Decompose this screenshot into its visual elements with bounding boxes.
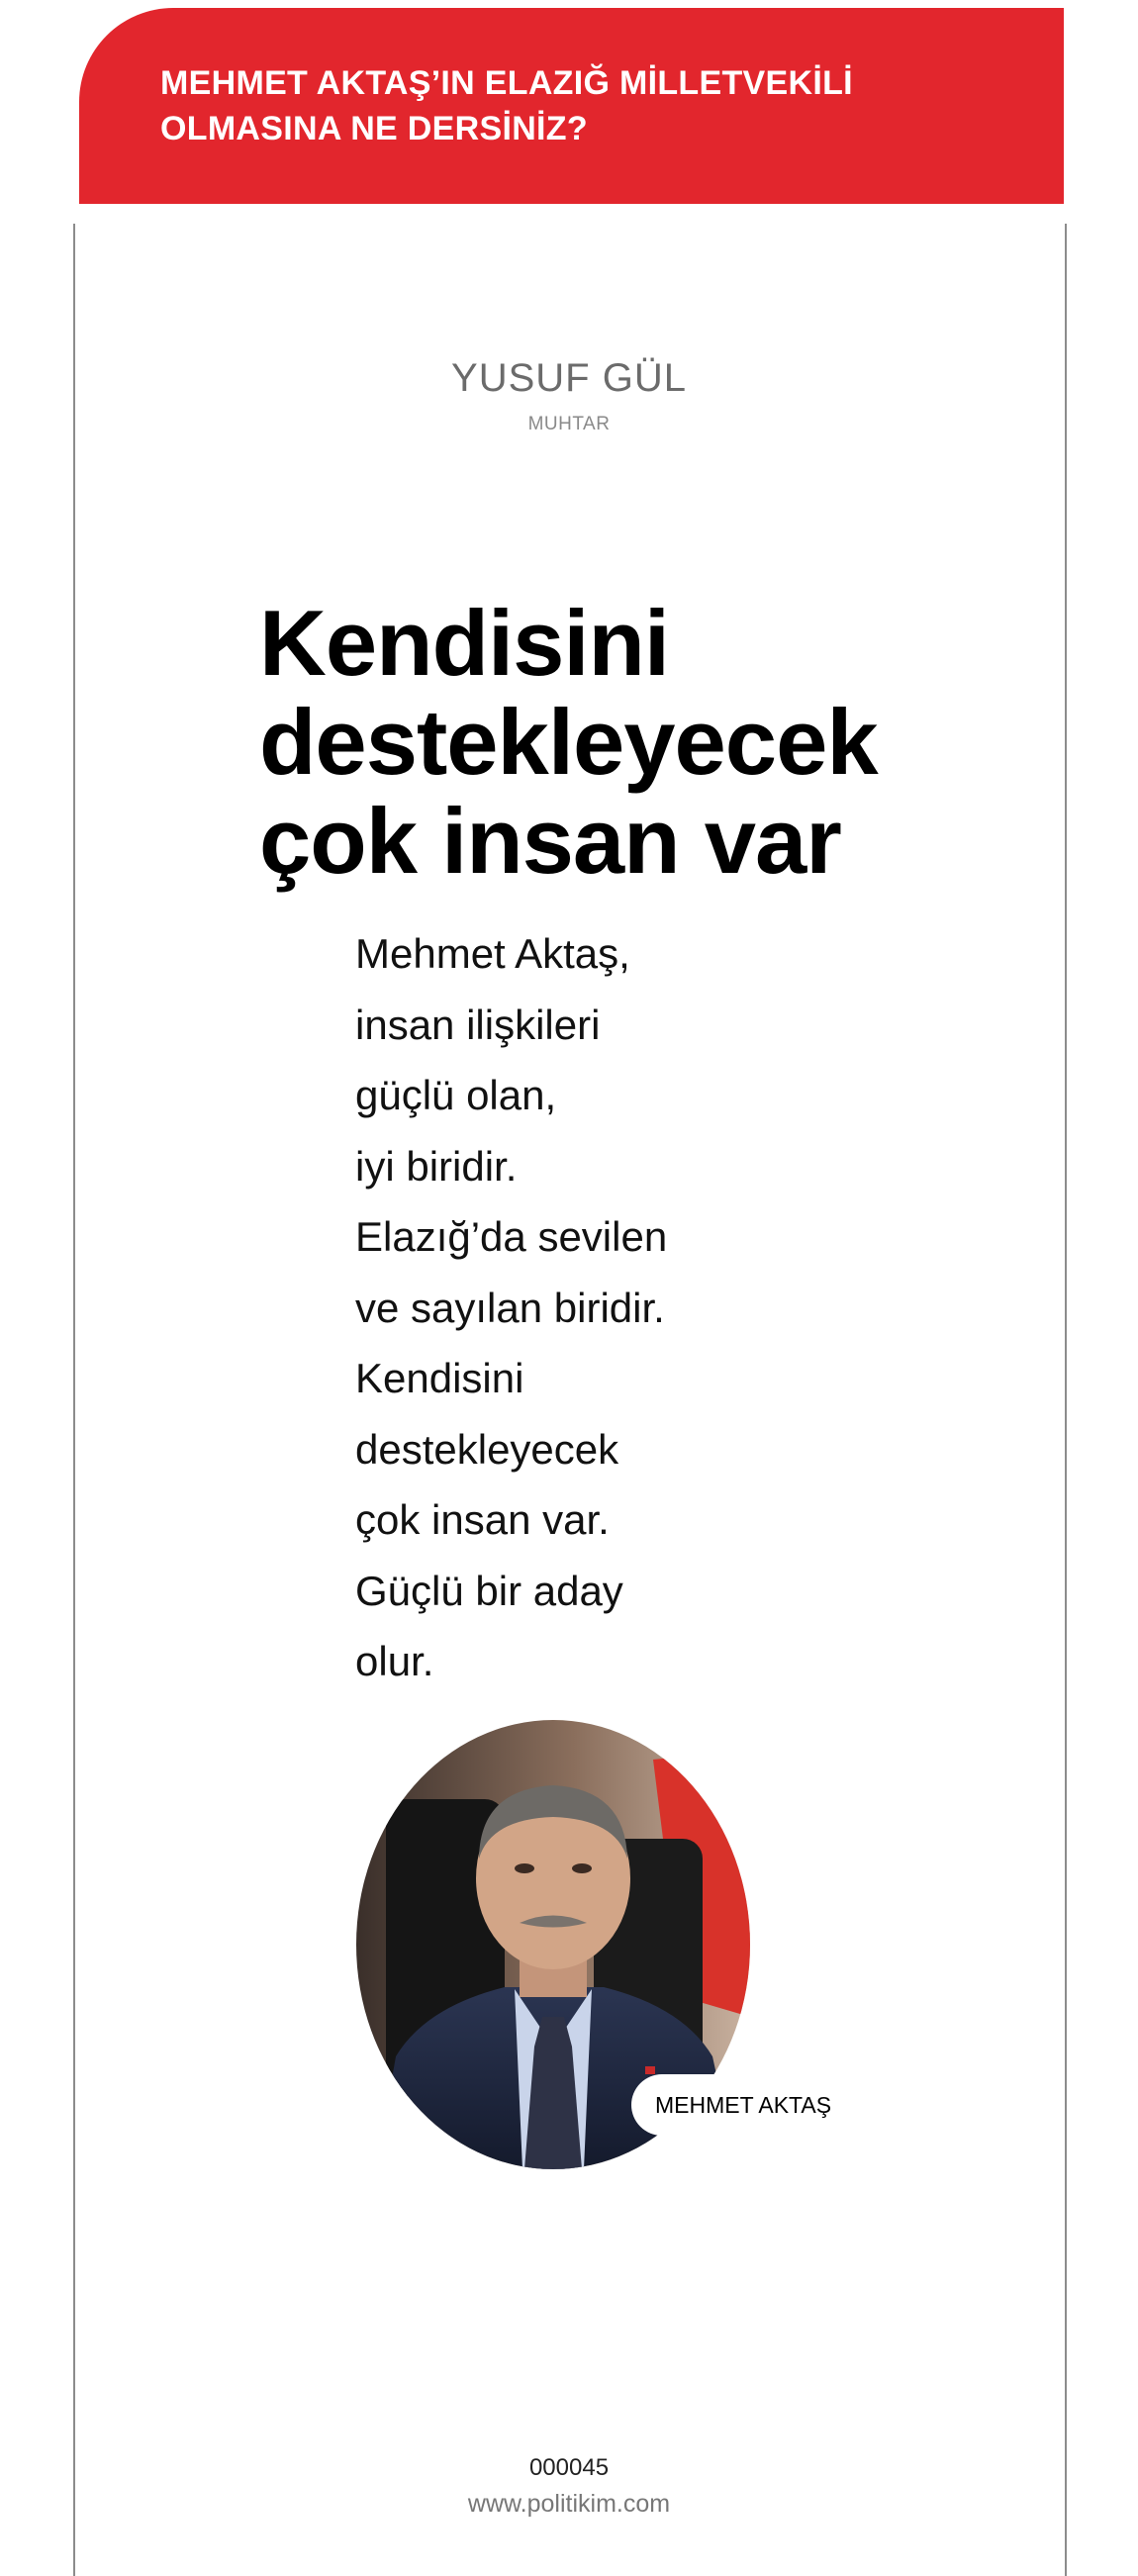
headline-line: Kendisini [259,591,670,695]
quote-line: ve sayılan biridir. [355,1284,665,1331]
quote-line: Mehmet Aktaş, [355,930,630,977]
headline-line: destekleyecek [259,690,878,794]
banner-question: MEHMET AKTAŞ’IN ELAZIĞ MİLLETVEKİLİ OLMASINA NE DERSİNİZ? [160,64,853,147]
quote-line: güçlü olan, [355,1072,557,1118]
author-name: YUSUF GÜL [451,356,687,400]
left-border-line [73,224,75,2576]
quote-line: olur. [355,1638,434,1684]
website-url: www.politikim.com [467,2490,671,2518]
quote-line: insan ilişkileri [355,1001,601,1048]
page-number: 000045 [528,2454,610,2481]
quote-line: Kendisini [355,1355,524,1401]
quote-line: Güçlü bir aday [355,1567,623,1614]
quote-line: destekleyecek [355,1425,619,1473]
quote-line: çok insan var. [355,1496,610,1543]
headline [259,591,952,893]
headline-line: çok insan var [259,789,841,893]
photo-caption: MEHMET AKTAŞ [631,2074,849,2136]
quote-line: Elazığ’da sevilen [355,1213,668,1260]
right-border-line [1065,224,1067,2576]
quote-text [355,918,801,1697]
quote-line: iyi biridir. [355,1142,518,1190]
question-banner [79,8,1064,204]
author-role: MUHTAR [527,414,611,434]
